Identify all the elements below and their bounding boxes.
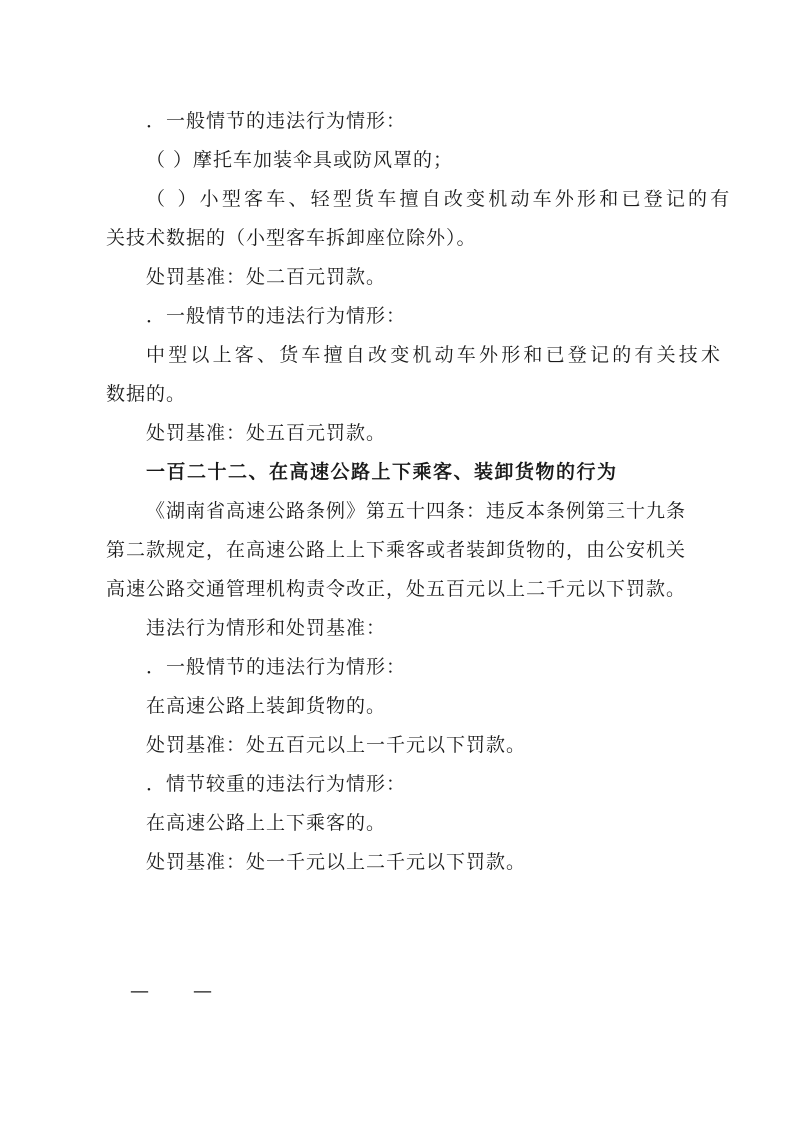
- paragraph-line: ．一般情节的违法行为情形：: [146, 656, 407, 678]
- paragraph-line: ．一般情节的违法行为情形：: [146, 110, 407, 132]
- page-number-footer: — —: [130, 980, 215, 1002]
- paragraph-line: （ ）小型客车、轻型货车擅自改变机动车外形和已登记的有: [146, 188, 733, 210]
- paragraph-line: 高速公路交通管理机构责令改正，处五百元以上二千元以下罚款。: [106, 578, 687, 600]
- paragraph-line: 处罚基准：处五百元罚款。: [146, 422, 387, 444]
- paragraph-line: 中型以上客、货车擅自改变机动车外形和已登记的有关技术: [146, 344, 724, 366]
- paragraph-line: 在高速公路上上下乘客的。: [146, 812, 387, 834]
- paragraph-line: 违法行为情形和处罚基准：: [146, 617, 387, 639]
- paragraph-line: 《湖南省高速公路条例》第五十四条：违反本条例第三十九条: [146, 500, 687, 522]
- paragraph-line: 处罚基准：处五百元以上一千元以下罚款。: [146, 734, 527, 756]
- paragraph-line: （ ）摩托车加装伞具或防风罩的；: [146, 149, 454, 171]
- paragraph-line: 第二款规定，在高速公路上上下乘客或者装卸货物的，由公安机关: [106, 539, 687, 561]
- section-heading: 一百二十二、在高速公路上下乘客、装卸货物的行为: [146, 461, 618, 483]
- paragraph-line: ．一般情节的违法行为情形：: [146, 305, 407, 327]
- paragraph-line: 处罚基准：处一千元以上二千元以下罚款。: [146, 851, 527, 873]
- paragraph-line: 关技术数据的（小型客车拆卸座位除外）。: [106, 227, 477, 249]
- paragraph-line: 在高速公路上装卸货物的。: [146, 695, 387, 717]
- paragraph-line: 数据的。: [106, 383, 187, 405]
- paragraph-line: ．情节较重的违法行为情形：: [146, 773, 407, 795]
- paragraph-line: 处罚基准：处二百元罚款。: [146, 266, 387, 288]
